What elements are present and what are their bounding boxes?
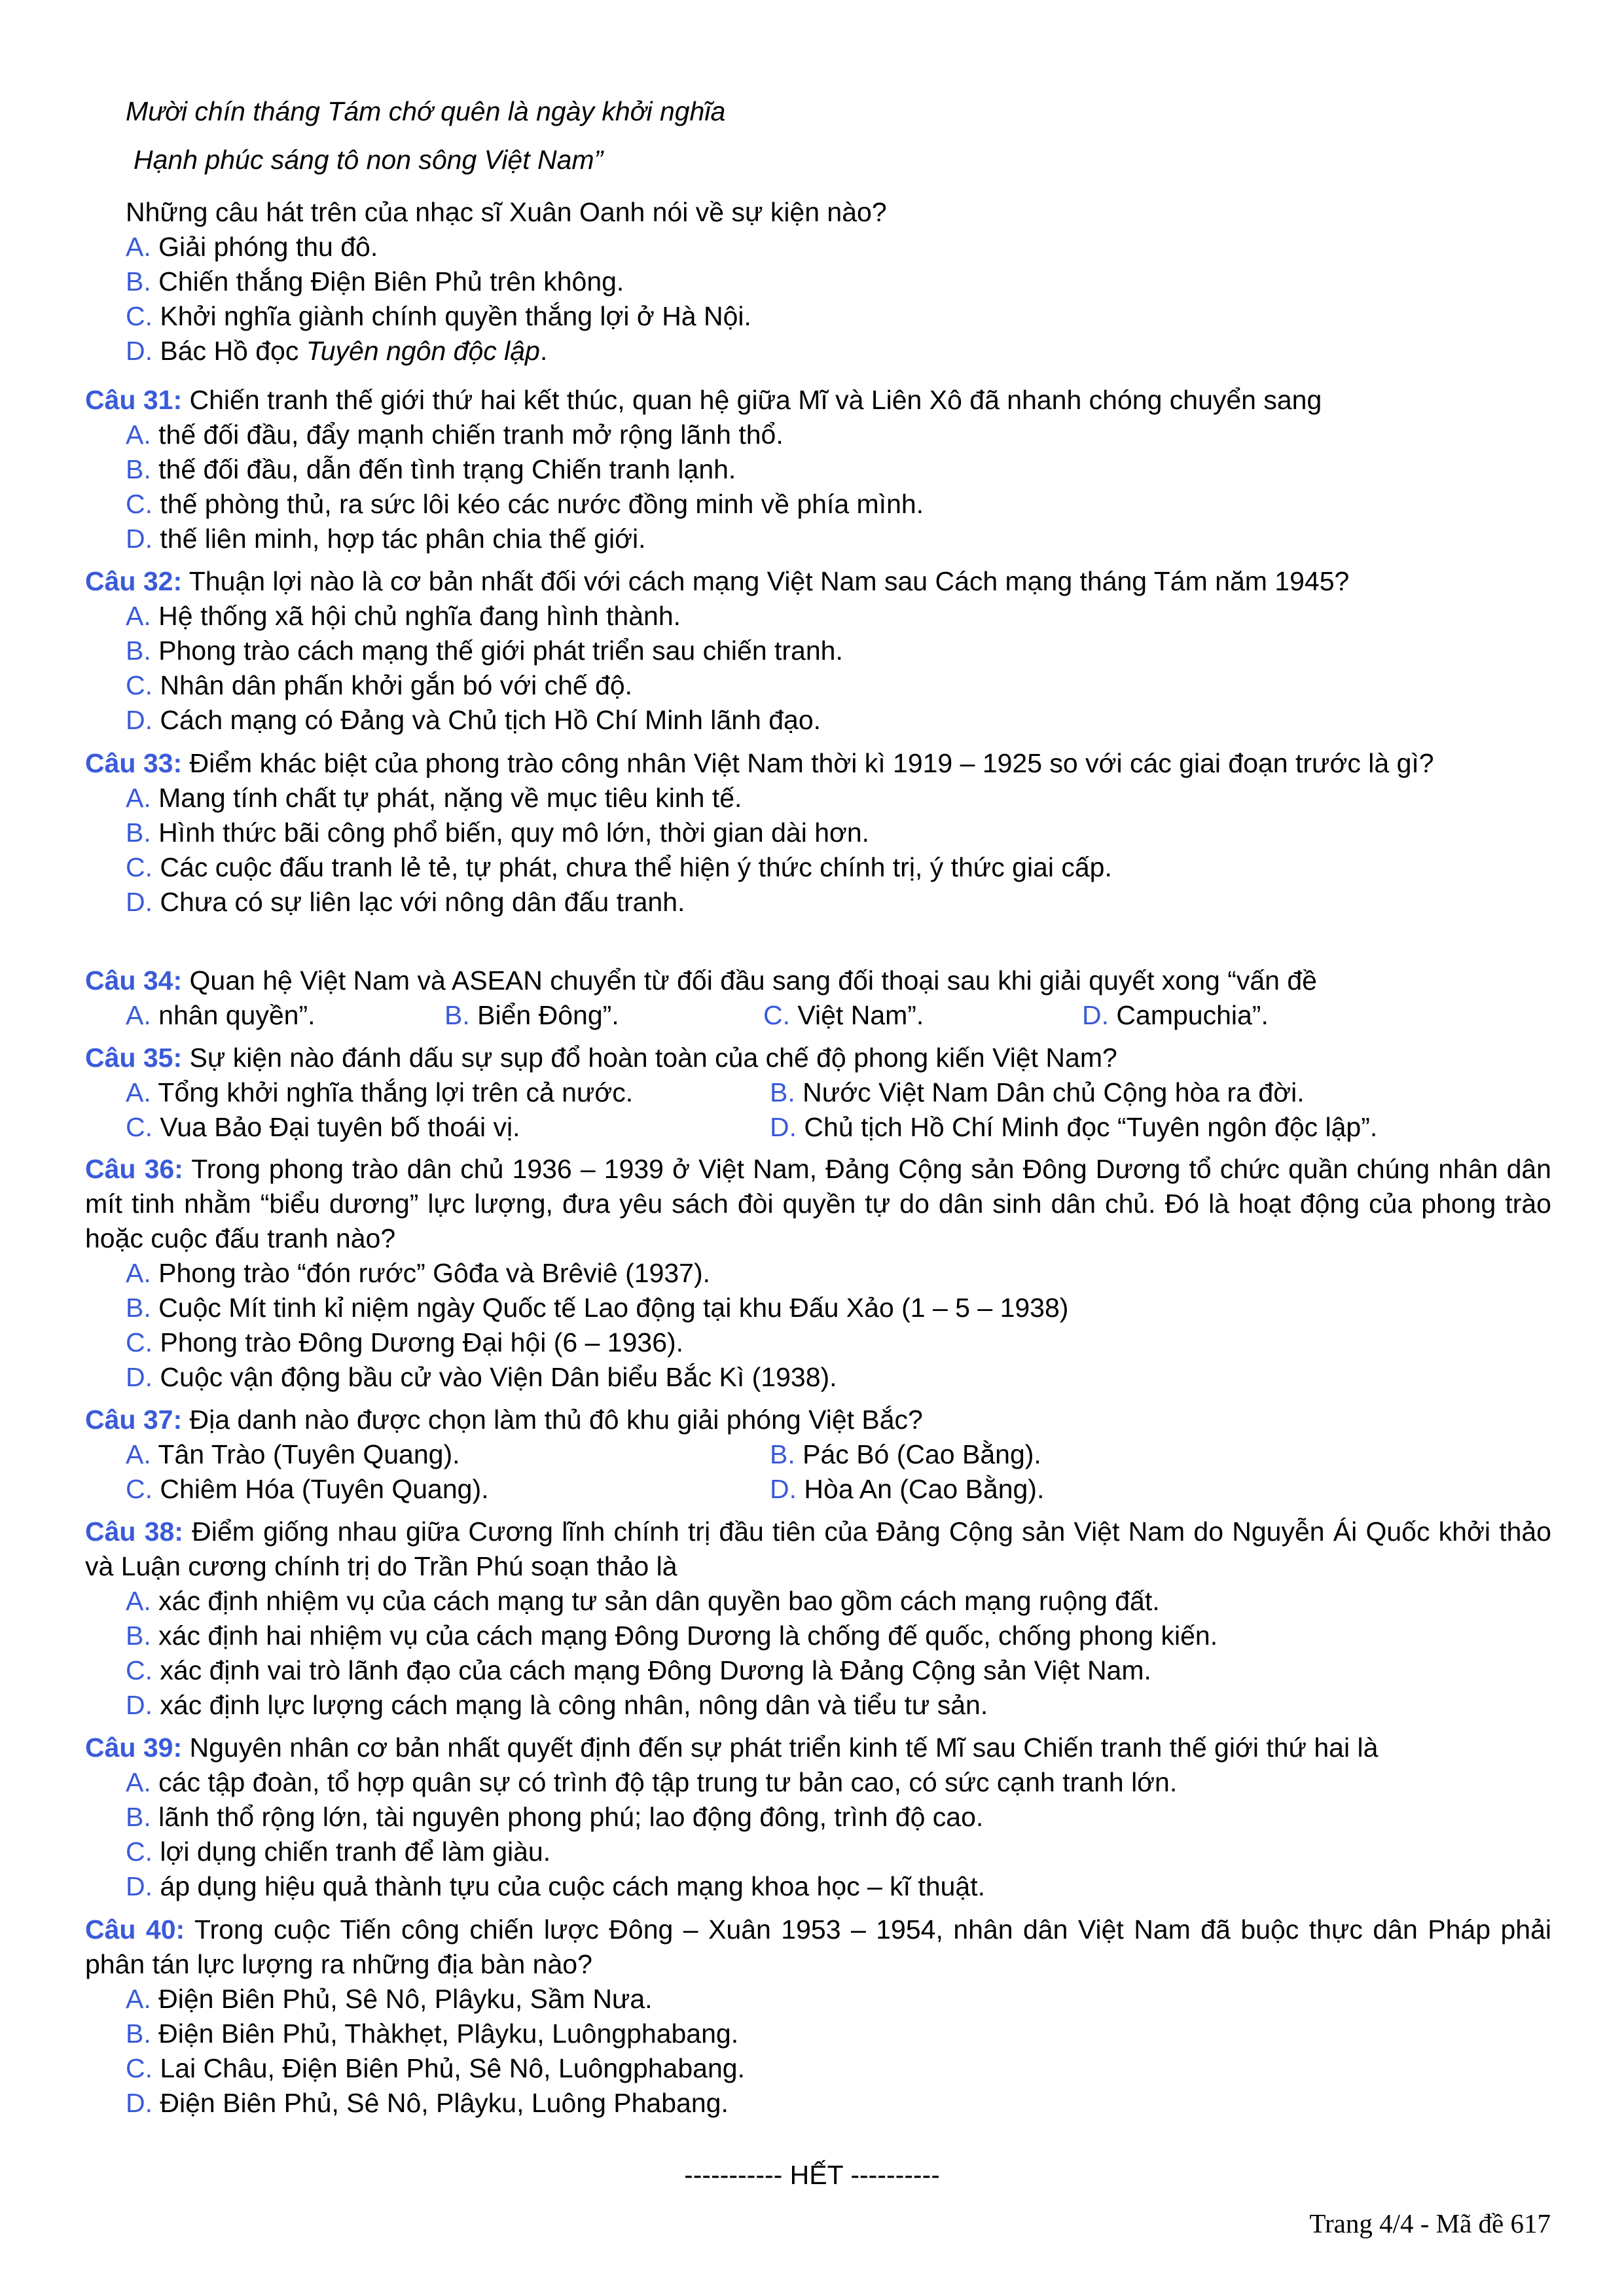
question-stem	[85, 383, 1551, 418]
option-b	[126, 1800, 1551, 1835]
option-letter: D.	[126, 2088, 153, 2118]
option-d	[770, 1472, 1414, 1507]
option-letter: B.	[770, 1439, 795, 1469]
option-text: nhân quyền”.	[158, 1000, 316, 1030]
option-letter: C.	[126, 1655, 153, 1685]
option-text: Hình thức bãi công phổ biến, quy mô lớn, thời gian dài hơn.	[158, 817, 870, 848]
option-letter: A.	[126, 1000, 151, 1030]
option-letter: A.	[126, 783, 151, 813]
option-letter: C.	[126, 2053, 153, 2083]
option-text: lợi dụng chiến tranh để làm giàu.	[160, 1837, 551, 1867]
option-letter: C.	[126, 489, 153, 519]
option-a	[126, 230, 1559, 264]
question-number: Câu 36:	[85, 1154, 183, 1184]
option-text: Giải phóng thu đô.	[158, 232, 378, 262]
option-letter: A.	[126, 232, 151, 262]
question-40	[85, 1912, 1551, 2121]
option-text: Lai Châu, Điện Biên Phủ, Sê Nô, Luôngphabang.	[160, 2053, 745, 2083]
option-letter: C.	[126, 1474, 153, 1504]
option-text: Mang tính chất tự phát, nặng về mục tiêu kinh tế.	[158, 783, 742, 813]
option-d	[126, 1869, 1551, 1904]
option-text: xác định nhiệm vụ của cách mạng tư sản dân quyền bao gồm cách mạng ruộng đất.	[158, 1586, 1160, 1616]
option-letter: B.	[126, 1802, 151, 1832]
option-letter: A.	[126, 1077, 151, 1107]
option-letter: B.	[126, 2018, 151, 2049]
option-c	[126, 1835, 1551, 1869]
option-text: Biển Đông”.	[477, 1000, 619, 1030]
question-number: Câu 38:	[85, 1516, 183, 1547]
question-number: Câu 40:	[85, 1914, 185, 1945]
option-text: Phong trào cách mạng thế giới phát triển sau chiến tranh.	[158, 636, 843, 666]
question-text: Nguyên nhân cơ bản nhất quyết định đến sự phát triển kinh tế Mĩ sau Chiến tranh thế giới thứ hai là	[189, 1732, 1379, 1763]
option-text: Cách mạng có Đảng và Chủ tịch Hồ Chí Minh lãnh đạo.	[160, 705, 821, 735]
question-stem	[85, 1731, 1551, 1765]
option-a	[126, 1765, 1551, 1800]
option-text: Chủ tịch Hồ Chí Minh đọc “Tuyên ngôn độc lập”.	[804, 1112, 1378, 1142]
option-d	[126, 2086, 1551, 2121]
option-letter: B.	[126, 266, 151, 296]
question-text: Quan hệ Việt Nam và ASEAN chuyển từ đối đầu sang đối thoại sau khi giải quyết xong “vấn đề	[189, 965, 1317, 996]
option-text: Pác Bó (Cao Bằng).	[803, 1439, 1041, 1469]
option-letter: A.	[126, 1586, 151, 1616]
option-a	[126, 1437, 770, 1472]
option-d	[126, 1688, 1551, 1723]
end-marker: ----------- HẾT ----------	[684, 2160, 940, 2190]
option-letter: B.	[126, 1293, 151, 1323]
option-letter: C.	[126, 1837, 153, 1867]
option-c	[126, 2051, 1551, 2086]
question-number: Câu 39:	[85, 1732, 183, 1763]
option-b	[126, 452, 1551, 487]
question-stem	[85, 1152, 1551, 1256]
option-b	[444, 998, 763, 1033]
option-d	[770, 1110, 1414, 1145]
option-letter: D.	[126, 1871, 153, 1901]
option-text: thế phòng thủ, ra sức lôi kéo các nước đồng minh về phía mình.	[160, 489, 924, 519]
option-b	[126, 264, 1559, 299]
option-letter: A.	[126, 1258, 151, 1288]
option-letter: A.	[126, 420, 151, 450]
option-text: Phong trào “đón rước” Gôđa và Brêviê (1937).	[158, 1258, 711, 1288]
option-text: thế đối đầu, đẩy mạnh chiến tranh mở rộng lãnh thổ.	[158, 420, 784, 450]
question-number: Câu 33:	[85, 748, 183, 778]
question-stem: Những câu hát trên của nhạc sĩ Xuân Oanh nói về sự kiện nào?	[126, 197, 887, 227]
option-text: Hệ thống xã hội chủ nghĩa đang hình thành.	[158, 601, 681, 631]
option-letter: D.	[126, 524, 153, 554]
question-stem	[85, 746, 1551, 781]
option-letter: C.	[763, 1000, 790, 1030]
question-stem	[85, 564, 1551, 599]
option-letter: D.	[1082, 1000, 1109, 1030]
option-text: Campuchia”.	[1116, 1000, 1269, 1030]
option-text: Điện Biên Phủ, Thàkhẹt, Plâyku, Luôngphabang.	[158, 2018, 739, 2049]
option-text: Phong trào Đông Dương Đại hội (6 – 1936).	[160, 1327, 684, 1357]
option-text: Khởi nghĩa giành chính quyền thắng lợi ở Hà Nội.	[160, 301, 751, 331]
question-stem	[85, 1403, 1551, 1437]
option-letter: A.	[126, 1984, 151, 2014]
option-letter: B.	[126, 1621, 151, 1651]
option-text: Bác Hồ đọc	[160, 336, 306, 366]
question-text: Trong phong trào dân chủ 1936 – 1939 ở Việt Nam, Đảng Cộng sản Đông Dương tổ chức quần chúng nhân dân mít tinh nhằm “biểu dương” lực lượng, đưa yêu sách đòi quyền tự do dân sinh dân chủ. Đó là hoạt động của phong trào hoặc cuộc đấu tranh nào?	[85, 1154, 1551, 1253]
option-c	[126, 487, 1551, 522]
option-letter: B.	[126, 454, 151, 484]
question-text: Thuận lợi nào là cơ bản nhất đối với cách mạng Việt Nam sau Cách mạng tháng Tám năm 1945?	[189, 566, 1350, 596]
option-d	[126, 885, 1551, 920]
question-stem	[85, 1515, 1551, 1584]
option-c	[126, 1472, 770, 1507]
option-letter: B.	[444, 1000, 470, 1030]
page-number: Trang 4/4 - Mã đề 617	[1309, 2208, 1551, 2238]
option-text: Hòa An (Cao Bằng).	[804, 1474, 1045, 1504]
option-text-tail: .	[539, 336, 548, 366]
option-text: Nhân dân phấn khởi gắn bó với chế độ.	[160, 670, 633, 700]
question-number: Câu 37:	[85, 1405, 183, 1435]
question-stem	[85, 1912, 1551, 1982]
question-number: Câu 31:	[85, 385, 183, 415]
option-text: Các cuộc đấu tranh lẻ tẻ, tự phát, chưa thể hiện ý thức chính trị, ý thức giai cấp.	[160, 852, 1112, 882]
question-number: Câu 34:	[85, 965, 183, 996]
option-b	[770, 1075, 1414, 1110]
question-number: Câu 35:	[85, 1043, 183, 1073]
option-letter: A.	[126, 1767, 151, 1797]
option-letter: C.	[126, 1112, 153, 1142]
option-text: áp dụng hiệu quả thành tựu của cuộc cách mạng khoa học – kĩ thuật.	[160, 1871, 986, 1901]
question-number: Câu 32:	[85, 566, 183, 596]
option-text: Việt Nam”.	[797, 1000, 924, 1030]
option-a	[126, 998, 444, 1033]
question-32	[85, 564, 1551, 738]
option-d	[126, 334, 1559, 368]
option-letter: C.	[126, 852, 153, 882]
option-b	[126, 1619, 1551, 1653]
option-text: Tân Trào (Tuyên Quang).	[158, 1439, 460, 1469]
option-letter: B.	[770, 1077, 795, 1107]
option-text: xác định vai trò lãnh đạo của cách mạng Đông Dương là Đảng Cộng sản Việt Nam.	[160, 1655, 1151, 1685]
question-stem	[85, 963, 1551, 998]
option-text: Cuộc vận động bầu cử vào Viện Dân biểu Bắc Kì (1938).	[160, 1362, 837, 1392]
option-c	[126, 668, 1551, 703]
option-letter: C.	[126, 301, 153, 331]
option-a	[126, 1256, 1551, 1291]
option-b	[126, 1291, 1551, 1325]
option-a	[126, 781, 1551, 816]
option-d	[126, 522, 1551, 556]
option-text: Chiêm Hóa (Tuyên Quang).	[160, 1474, 489, 1504]
option-c	[126, 850, 1551, 885]
question-33	[85, 746, 1551, 920]
option-text: Chưa có sự liên lạc với nông dân đấu tranh.	[160, 887, 685, 917]
option-a	[126, 1075, 770, 1110]
question-35	[85, 1041, 1551, 1145]
option-letter: D.	[126, 705, 153, 735]
option-b	[126, 2017, 1551, 2051]
option-text: xác định hai nhiệm vụ của cách mạng Đông Dương là chống đế quốc, chống phong kiến.	[158, 1621, 1218, 1651]
option-letter: C.	[126, 670, 153, 700]
option-text-italic: Tuyên ngôn độc lập	[306, 336, 540, 366]
option-text: thế liên minh, hợp tác phân chia thế giới.	[160, 524, 646, 554]
option-letter: D.	[770, 1474, 797, 1504]
option-c	[763, 998, 1082, 1033]
option-text: Điện Biên Phủ, Sê Nô, Plâyku, Luông Phabang.	[160, 2088, 729, 2118]
option-a	[126, 418, 1551, 452]
option-c	[126, 1110, 770, 1145]
option-text: thế đối đầu, dẫn đến tình trạng Chiến tranh lạnh.	[158, 454, 736, 484]
option-letter: C.	[126, 1327, 153, 1357]
option-a	[126, 1584, 1551, 1619]
option-letter: D.	[770, 1112, 797, 1142]
option-text: các tập đoàn, tổ hợp quân sự có trình độ tập trung tư bản cao, có sức cạnh tranh lớn.	[158, 1767, 1178, 1797]
poem-line: Hạnh phúc sáng tô non sông Việt Nam”	[134, 145, 604, 175]
question-text: Trong cuộc Tiến công chiến lược Đông – Xuân 1953 – 1954, nhân dân Việt Nam đã buộc thực dân Pháp phải phân tán lực lượng ra những địa bàn nào?	[85, 1914, 1551, 1979]
option-letter: D.	[126, 1362, 153, 1392]
option-text: xác định lực lượng cách mạng là công nhân, nông dân và tiểu tư sản.	[160, 1690, 988, 1720]
question-stem	[85, 1041, 1551, 1075]
option-text: Vua Bảo Đại tuyên bố thoái vị.	[160, 1112, 520, 1142]
option-text: lãnh thổ rộng lớn, tài nguyên phong phú; lao động đông, trình độ cao.	[158, 1802, 984, 1832]
option-text: Điện Biên Phủ, Sê Nô, Plâyku, Sầm Nưa.	[158, 1984, 653, 2014]
option-letter: B.	[126, 636, 151, 666]
question-text: Sự kiện nào đánh dấu sự sụp đổ hoàn toàn của chế độ phong kiến Việt Nam?	[189, 1043, 1117, 1073]
option-letter: D.	[126, 1690, 153, 1720]
poem-line: Mười chín tháng Tám chớ quên là ngày khởi nghĩa	[126, 96, 726, 126]
option-d	[126, 703, 1551, 738]
option-text: Chiến thắng Điện Biên Phủ trên không.	[158, 266, 624, 296]
option-d	[1082, 998, 1401, 1033]
option-b	[770, 1437, 1414, 1472]
option-c	[126, 1325, 1551, 1360]
question-text: Điểm giống nhau giữa Cương lĩnh chính trị đầu tiên của Đảng Cộng sản Việt Nam do Nguyễn Ái Quốc khởi thảo và Luận cương chính trị do Trần Phú soạn thảo là	[85, 1516, 1551, 1581]
question-text: Địa danh nào được chọn làm thủ đô khu giải phóng Việt Bắc?	[189, 1405, 923, 1435]
option-letter: A.	[126, 601, 151, 631]
option-c	[126, 299, 1559, 334]
question-38	[85, 1515, 1551, 1723]
option-text: Nước Việt Nam Dân chủ Cộng hòa ra đời.	[803, 1077, 1305, 1107]
option-letter: D.	[126, 336, 153, 366]
option-a	[126, 599, 1551, 634]
option-d	[126, 1360, 1551, 1395]
question-text: Điểm khác biệt của phong trào công nhân Việt Nam thời kì 1919 – 1925 so với các giai đoạn trước là gì?	[189, 748, 1434, 778]
option-c	[126, 1653, 1551, 1688]
question-36	[85, 1152, 1551, 1395]
option-letter: A.	[126, 1439, 151, 1469]
option-b	[126, 634, 1551, 668]
question-39	[85, 1731, 1551, 1904]
question-text: Chiến tranh thế giới thứ hai kết thúc, quan hệ giữa Mĩ và Liên Xô đã nhanh chóng chuyển sang	[189, 385, 1322, 415]
question-34	[85, 963, 1551, 1033]
option-a	[126, 1982, 1551, 2017]
option-letter: D.	[126, 887, 153, 917]
option-text: Cuộc Mít tinh kỉ niệm ngày Quốc tế Lao động tại khu Đấu Xảo (1 – 5 – 1938)	[158, 1293, 1069, 1323]
option-b	[126, 816, 1551, 850]
option-letter: B.	[126, 817, 151, 848]
option-text: Tổng khởi nghĩa thắng lợi trên cả nước.	[158, 1077, 634, 1107]
question-30-continuation	[126, 92, 1559, 368]
question-31	[85, 383, 1551, 556]
question-37	[85, 1403, 1551, 1507]
